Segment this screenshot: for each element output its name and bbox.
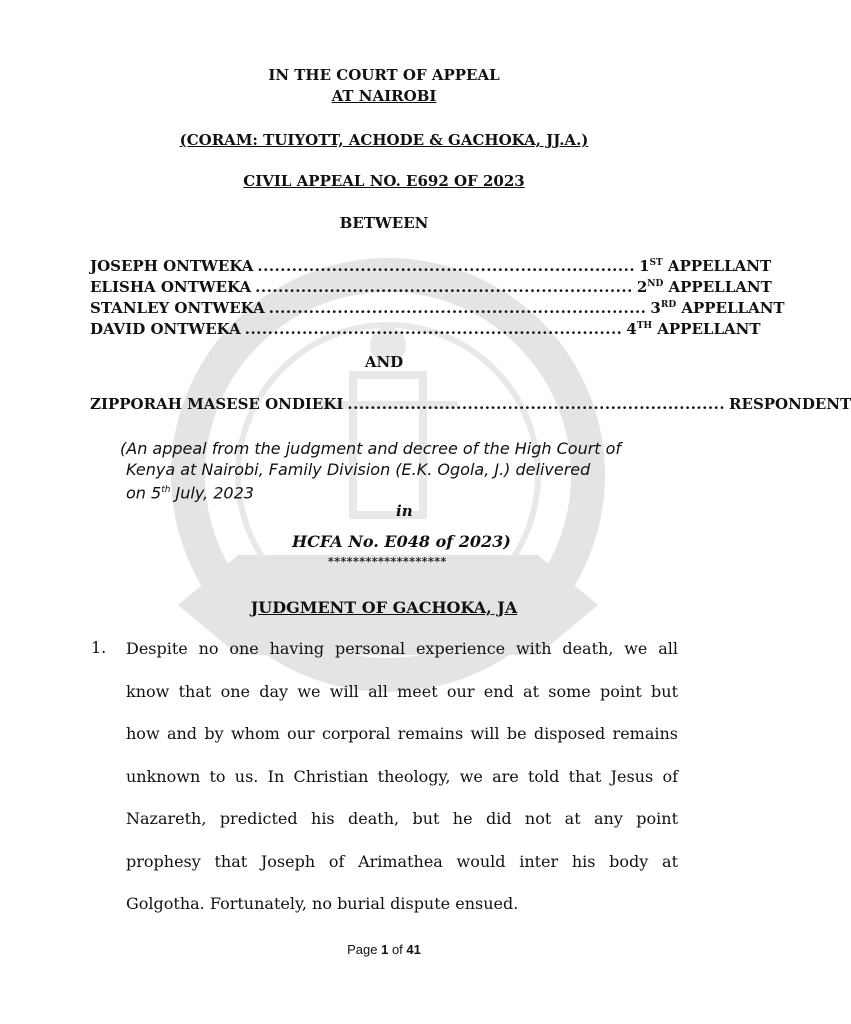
appellant-1: JOSEPH ONTWEKA .................................................................. 1ST APPELLANT <box>90 257 772 275</box>
paragraph-line: Nazareth, predicted his death, but he did not at any point <box>126 809 678 828</box>
court-title: IN THE COURT OF APPEAL <box>268 66 500 84</box>
paragraph-1 <box>126 628 678 926</box>
appellant-2: ELISHA ONTWEKA .................................................................. 2ND APPELLANT <box>90 278 772 296</box>
respondent: ZIPPORAH MASESE ONDIEKI .................................................................. RESPONDENT <box>90 395 851 413</box>
page-total: 41 <box>406 942 421 957</box>
appellant-3: STANLEY ONTWEKA .................................................................. 3RD APPELLANT <box>90 299 785 317</box>
page-footer: Page 1 of 41 <box>347 942 421 957</box>
appellant-name: JOSEPH ONTWEKA <box>90 257 254 275</box>
court-location: AT NAIROBI <box>331 87 437 105</box>
respondent-role: RESPONDENT <box>729 395 851 413</box>
appellant-name: DAVID ONTWEKA <box>90 320 241 338</box>
between-label: BETWEEN <box>339 214 429 232</box>
paragraph-line: Golgotha. Fortunately, no burial dispute ensued. <box>126 894 519 913</box>
paragraph-line: Despite no one having personal experience with death, we all <box>126 639 678 658</box>
judgment-title: JUDGMENT OF GACHOKA, JA <box>250 598 518 617</box>
paragraph-line: prophesy that Joseph of Arimathea would inter his body at <box>126 851 678 871</box>
page-number: 1 <box>381 942 389 957</box>
respondent-name: ZIPPORAH MASESE ONDIEKI <box>90 395 344 413</box>
paragraph-line: know that one day we will all meet our end at some point but <box>126 681 678 701</box>
and-label: AND <box>364 353 404 371</box>
paragraph-line: how and by whom our corporal remains will be disposed remains <box>126 724 678 743</box>
appeal-origin: (An appeal from the judgment and decree of the High Court of Kenya at Nairobi, Family Division (E.K. Ogola, J.) delivered on 5th July, 2023 <box>120 439 622 503</box>
appellant-4: DAVID ONTWEKA .................................................................. 4TH APPELLANT <box>90 320 761 338</box>
stars-divider: ******************* <box>328 555 447 568</box>
paragraph-number: 1. <box>91 638 107 657</box>
in-label: in <box>396 502 413 520</box>
appellant-name: STANLEY ONTWEKA <box>90 299 265 317</box>
coram: (CORAM: TUIYOTT, ACHODE & GACHOKA, JJ.A.) <box>179 131 589 149</box>
appellant-name: ELISHA ONTWEKA <box>90 278 252 296</box>
hcfa-number: HCFA No. E048 of 2023) <box>292 532 511 551</box>
case-number: CIVIL APPEAL NO. E692 OF 2023 <box>243 172 525 190</box>
paragraph-line: unknown to us. In Christian theology, we are told that Jesus of <box>126 766 678 786</box>
